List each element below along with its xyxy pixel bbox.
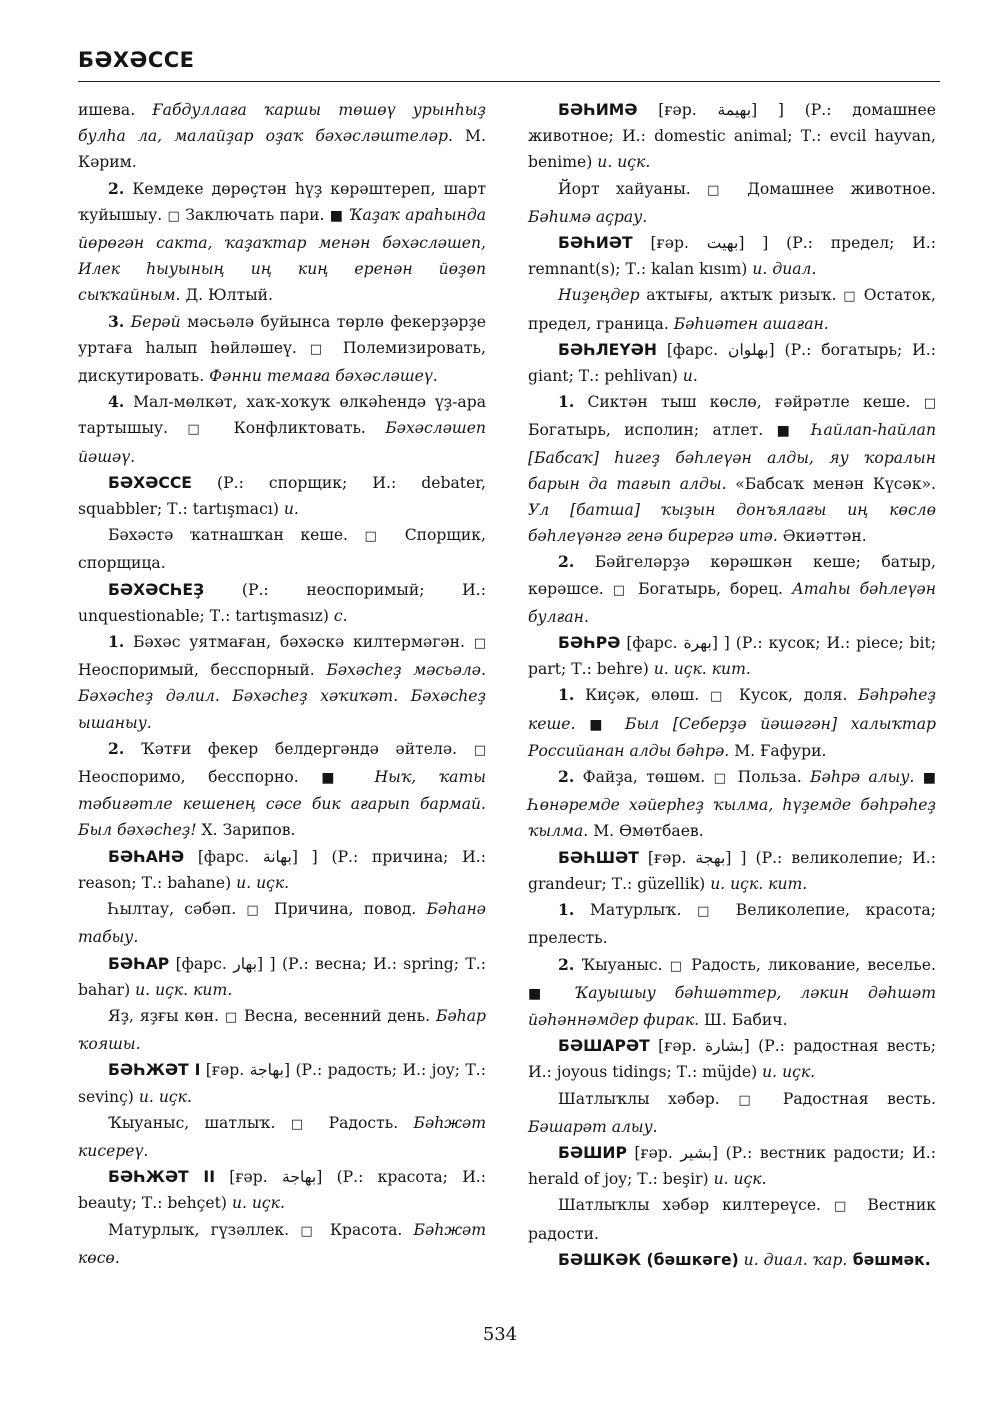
entry-definition: Яҙ, яҙғы көн. □ Весна, весенний день. Бәһар ҡояшы. [78, 1006, 486, 1054]
entry-definition: 2. Бәйгеләрҙә көрәшкән кеше; батыр, көрәшсе. □ Богатырь, борец. Атаһы бәһлеүән булған. [528, 552, 936, 626]
entry-headword: БӘХӘССЕ (Р.: спорщик; И.: debater, squabbler; Т.: tartışmacı) и. [78, 473, 486, 519]
square-icon: □ [923, 396, 936, 412]
entry-definition: 1. Матурлыҡ. □ Великолепие, красота; прелесть. [528, 900, 936, 948]
square-icon: □ [713, 771, 730, 787]
square-icon: □ [309, 341, 330, 357]
entry-definition: 1. Киҫәк, өлөш. □ Кусок, доля. Бәһрәһеҙ кеше. ■ Был [Себерҙә йәшәгән] халыҡтар Российанан алды бәһрә. М. Ғафури. [528, 685, 936, 760]
sense-2: 2. Кемдеке дөрөҫтән һүҙ көрәштереп, шарт ҡуйышыу. □ Заключать пари. ■ Ҡаҙаҡ араһында йөрөгән сакта, ҡаҙаҡтар менән бәхәсләшеп, Илек һыуының иң киң еренән йөҙөп сыҡҡайным. Д. Юлтый. [78, 178, 487, 305]
square-icon: □ [834, 1199, 855, 1215]
entry-headword: БӘҺАНӘ [фарс. بهانة] ] (Р.: причина; И.: reason; Т.: bahane) и. иҫк. [78, 847, 486, 892]
square-icon: □ [246, 903, 264, 919]
entry-headword: БӘҺИМӘ [ғәр. بهيمة] ] (Р.: домашнее животное; И.: domestic animal; Т.: evcil hayvan, benime) и. иҫк. [528, 101, 937, 172]
entry-headword: БӘШИР [ғәр. بشير] (Р.: вестник радости; И.: herald of joy; Т.: beşir) и. иҫк. [528, 1143, 937, 1189]
entry-definition: Матурлыҡ, гүзәллек. □ Красота. Бәһжәт көсө. [78, 1220, 486, 1267]
square-icon: □ [843, 289, 858, 305]
square-icon: □ [669, 958, 685, 974]
continued-definition: ишева. Ғабдуллаға ҡаршы төшөү урынһыҙ булһа ла, малайҙар оҙаҡ бәхәсләштеләр. М. Кәрим. [78, 101, 487, 172]
entry-definition: Йорт хайуаны. □ Домашнее животное. Бәһимә аҫрау. [528, 179, 936, 226]
black-square-icon: ■ [321, 770, 353, 787]
entry-headword: БӘШКӘК (бәшкәге) и. диал. ҡар. бәшмәк. [558, 1250, 931, 1269]
entry-definition: Һылтау, сәбәп. □ Причина, повод. Бәһанә табыу. [78, 900, 486, 947]
entry-headword: БӘШАРӘТ [ғәр. بشارة] (Р.: радостная весть; И.: joyous tidings; Т.: müjde) и. иҫк. [528, 1037, 936, 1082]
entry-headword: БӘҺЖӘТ I [ғәр. بهاجة] (Р.: радость; И.: joy; Т.: sevinç) и. иҫк. [78, 1061, 486, 1106]
left-column [78, 97, 486, 1271]
entry-definition: 2. Ҡәтғи фекер белдергәндә әйтелә. □ Неоспоримо, бесспорно. ■ Ныҡ, ҡаты тәбиғәтле кешенең сәсе бик ағарып бармай. Был бәхәсһеҙ! Х. Зарипов. [78, 738, 486, 840]
square-icon: □ [364, 529, 389, 545]
black-square-icon: ■ [329, 207, 344, 224]
square-icon: □ [187, 422, 215, 438]
square-icon: □ [167, 208, 181, 224]
running-head: БӘХӘССЕ [78, 48, 195, 72]
entry-definition: Шатлыҡлы хәбәр килтереүсе. □ Вестник радости. [528, 1196, 936, 1243]
entry-definition: Бәхәстә ҡатнашҡан кеше. □ Спорщик, спорщица. [78, 526, 486, 573]
entry-definition: Ниҙеңдер аҡтығы, аҡтыҡ ризыҡ. □ Остаток, предел, граница. Бәһиәтен ашаған. [528, 286, 936, 333]
square-icon: □ [473, 636, 486, 652]
square-icon: □ [473, 742, 486, 758]
black-square-icon: ■ [776, 423, 799, 440]
page-number: 534 [482, 1324, 518, 1345]
sense-3: 3. Берәй мәсьәлә буйынса төрлө фекерҙәрҙе уртаға һалып һөйләшеү. □ Полемизировать, дискутировать. Фәнни темаға бәхәсләшеү. [78, 311, 487, 386]
square-icon: □ [738, 1092, 765, 1108]
square-icon: □ [697, 904, 721, 920]
entry-headword: БӘҺЖӘТ II [ғәр. بهاجة] (Р.: красота; И.: beauty; Т.: behçet) и. иҫк. [78, 1168, 486, 1213]
header-rule [78, 81, 940, 82]
square-icon: □ [612, 582, 630, 598]
entry-headword: БӘҺШӘТ [ғәр. بهجة] ] (Р.: великолепие; И.: grandeur; Т.: güzellik) и. иҫк. кит. [528, 848, 937, 893]
square-icon: □ [707, 182, 731, 198]
entry-headword: БӘҺАР [фарс. بهار] ] (Р.: весна; И.: spring; Т.: bahar) и. иҫк. кит. [78, 954, 486, 999]
entry-headword: БӘҺРӘ [фарс. بهرة] ] (Р.: кусок; И.: piece; bit; part; Т.: behre) и. иҫк. кит. [528, 634, 936, 679]
sense-4: 4. Мал-мөлкәт, хаҡ-хоҡуҡ өлкәһендә үҙ-ара тартышыу. □ Конфликтовать. Бәхәсләшеп йәшәү. [78, 392, 486, 466]
entry-definition: 1. Бәхәс уятмаған, бәхәскә килтермәгән. □ Неоспоримый, бесспорный. Бәхәсһеҙ мәсьәлә. Бәхәсһеҙ дәлил. Бәхәсһеҙ хәҡиҡәт. Бәхәсһеҙ ышаныу. [78, 632, 486, 732]
entry-definition: 1. Сиктән тыш көслө, ғәйрәтле кеше. □ Богатырь, исполин; атлет. ■ Һайлап-һайлап [Бабсаҡ] һигеҙ бәһлеүән алды, яу ҡоралын барын да тағып алды. «Бабсаҡ менән Күсәк». Ул [батша] ҡыҙын донъялағы иң көслө бәһлеүәнгә генә бирергә итә. Әкиәттән. [528, 392, 936, 546]
entry-definition: 2. Ҡыуаныс. □ Радость, ликование, веселье. ■ Ҡауышыу бәһшәттер, ләкин дәһшәт йәһәннәмдер фирак. Ш. Бабич. [528, 954, 936, 1029]
entry-definition: 2. Файҙа, төшөм. □ Польза. Бәһрә алыу. ■ Һөнәремде хәйерһеҙ ҡылма, һүҙемде бәһрәһеҙ ҡылма. М. Өмөтбаев. [528, 767, 936, 841]
entry-definition: Шатлыҡлы хәбәр. □ Радостная весть. Бәшарәт алыу. [528, 1089, 936, 1136]
black-square-icon: ■ [922, 770, 936, 787]
entry-headword: БӘҺИӘТ [ғәр. بهيت] ] (Р.: предел; И.: remnant(s); Т.: kalan kısım) и. диал. [528, 234, 937, 279]
square-icon: □ [709, 689, 729, 705]
square-icon: □ [290, 1116, 314, 1132]
square-icon: □ [300, 1223, 319, 1239]
black-square-icon: ■ [528, 985, 556, 1002]
entry-definition: Ҡыуаныс, шатлыҡ. □ Радость. Бәһжәт кисереү. [78, 1113, 486, 1160]
black-square-icon: ■ [589, 716, 612, 733]
entry-headword: БӘҺЛЕҮӘН [фарс. بهلوان] (Р.: богатырь; И.: giant; Т.: pehlivan) и. [528, 340, 936, 386]
entry-headword: БӘХӘСҺЕҘ (Р.: неоспоримый; И.: unquestionable; Т.: tartışmasız) с. [78, 580, 486, 625]
square-icon: □ [224, 1009, 239, 1025]
right-column [528, 97, 936, 1273]
